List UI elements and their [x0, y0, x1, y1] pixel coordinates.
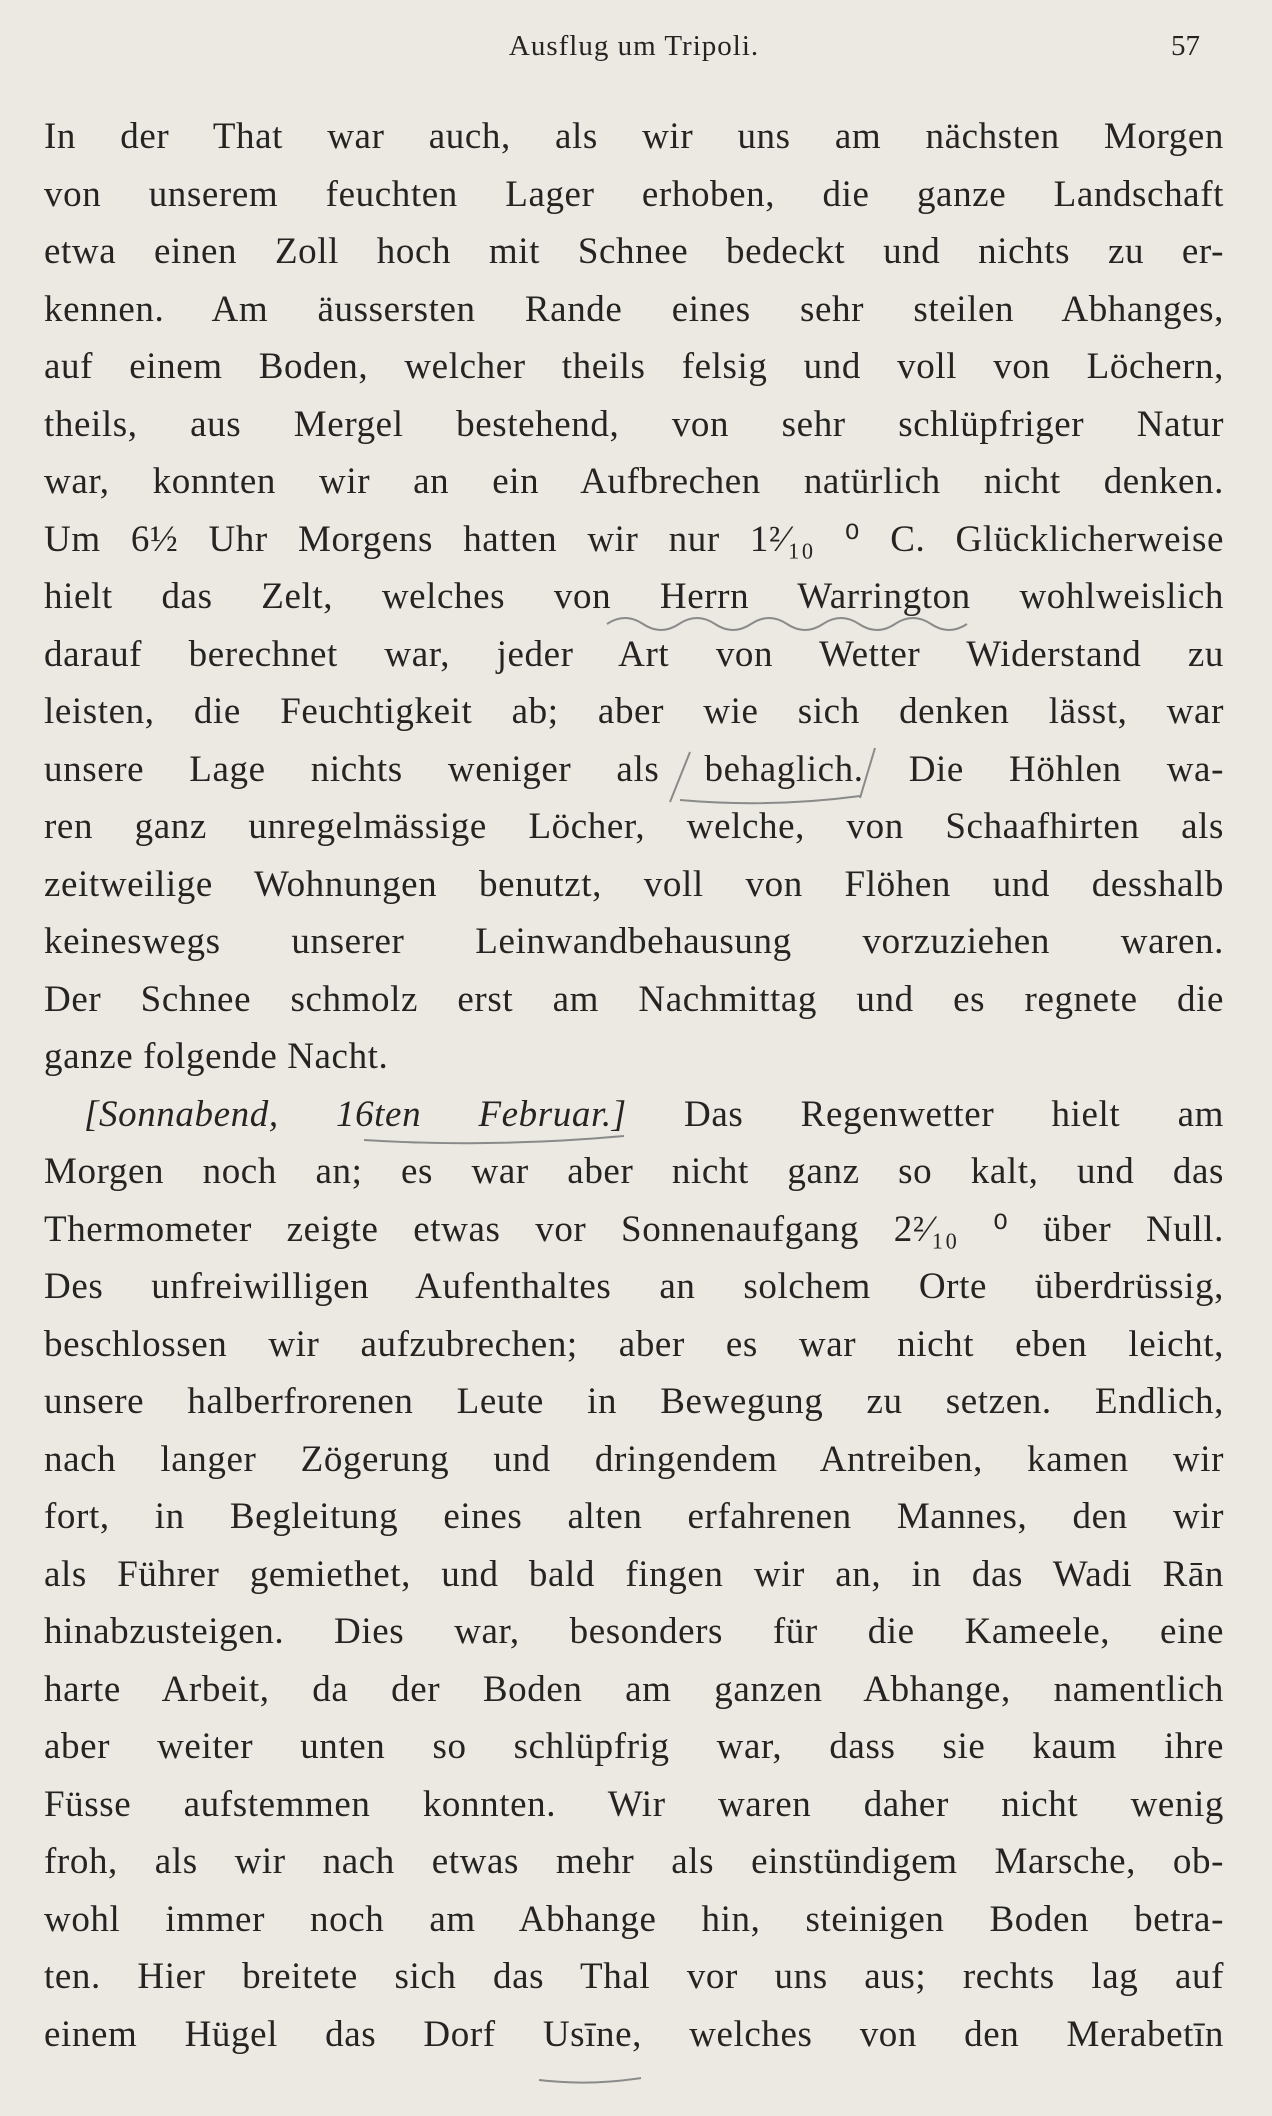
text-line: keineswegs unserer Leinwandbehausung vorzuziehen waren.: [44, 921, 1224, 962]
text-line: froh, als wir nach etwas mehr als einstündigem Marsche, ob-: [44, 1841, 1224, 1882]
text-line: Des unfreiwilligen Aufenthaltes an solchem Orte überdrüssig,: [44, 1266, 1224, 1307]
text-line: auf einem Boden, welcher theils felsig und voll von Löchern,: [44, 346, 1224, 387]
text-line: ren ganz unregelmässige Löcher, welche, von Schaafhirten als: [44, 806, 1224, 847]
text-line: Um 6½ Uhr Morgens hatten wir nur 1²⁄₁₀ ⁰ C. Glücklicherweise: [44, 518, 1224, 560]
text-line: zeitweilige Wohnungen benutzt, voll von Flöhen und desshalb: [44, 863, 1224, 905]
text-line: Der Schnee schmolz erst am Nachmittag und es regnete die: [44, 978, 1224, 1020]
page-header: [44, 30, 1224, 74]
text-line: etwa einen Zoll hoch mit Schnee bedeckt und nichts zu er-: [44, 231, 1224, 272]
text-line: Thermometer zeigte etwas vor Sonnenaufgang 2²⁄₁₀ ⁰ über Null.: [44, 1208, 1224, 1250]
running-title: Ausflug um Tripoli.: [508, 30, 760, 62]
text-line: theils, aus Mergel bestehend, von sehr schlüpfriger Natur: [44, 403, 1224, 445]
text-line: ten. Hier breitete sich das Thal vor uns aus; rechts lag auf: [44, 1956, 1224, 1997]
text-line: beschlossen wir aufzubrechen; aber es war nicht eben leicht,: [44, 1323, 1224, 1365]
text-line: aber weiter unten so schlüpfrig war, dass sie kaum ihre: [44, 1726, 1224, 1767]
text-line: In der That war auch, als wir uns am nächsten Morgen: [44, 116, 1224, 157]
text-line: kennen. Am äussersten Rande eines sehr steilen Abhanges,: [44, 288, 1224, 330]
paragraph-first-line: [44, 1086, 1224, 1144]
text-line: war, konnten wir an ein Aufbrechen natürlich nicht denken.: [44, 461, 1224, 502]
text-line: unsere halberfrorenen Leute in Bewegung zu setzen. Endlich,: [44, 1381, 1224, 1422]
date-note: [Sonnabend, 16ten Februar.]: [84, 1093, 627, 1135]
text-line: Morgen noch an; es war aber nicht ganz so kalt, und das: [44, 1151, 1224, 1192]
page-number: 57: [1171, 30, 1200, 62]
text-line: hinabzusteigen. Dies war, besonders für die Kameele, eine: [44, 1611, 1224, 1652]
text-line: harte Arbeit, da der Boden am ganzen Abhange, namentlich: [44, 1668, 1224, 1710]
text-line: ganze folgende Nacht.: [44, 1036, 389, 1077]
text-line: wohl immer noch am Abhange hin, steinigen Boden betra-: [44, 1898, 1224, 1940]
first-line-text: Das Regenwetter hielt am: [684, 1093, 1224, 1135]
text-line: fort, in Begleitung eines alten erfahrenen Mannes, den wir: [44, 1496, 1224, 1537]
text-line: einem Hügel das Dorf Usīne, welches von den Merabetīn: [44, 2013, 1224, 2055]
text-line: Füsse aufstemmen konnten. Wir waren daher nicht wenig: [44, 1783, 1224, 1825]
text-line: leisten, die Feuchtigkeit ab; aber wie sich denken lässt, war: [44, 691, 1224, 732]
text-line: von unserem feuchten Lager erhoben, die ganze Landschaft: [44, 173, 1224, 215]
text-line: unsere Lage nichts weniger als behaglich. Die Höhlen wa-: [44, 748, 1224, 790]
body-text: [44, 108, 1224, 2063]
pencil-underline-usine: [535, 2072, 645, 2088]
text-line: darauf berechnet war, jeder Art von Wetter Widerstand zu: [44, 633, 1224, 675]
text-line: als Führer gemiethet, und bald fingen wir an, in das Wadi Rān: [44, 1553, 1224, 1595]
text-line: hielt das Zelt, welches von Herrn Warrington wohlweislich: [44, 576, 1224, 617]
text-line: nach langer Zögerung und dringendem Antreiben, kamen wir: [44, 1438, 1224, 1480]
